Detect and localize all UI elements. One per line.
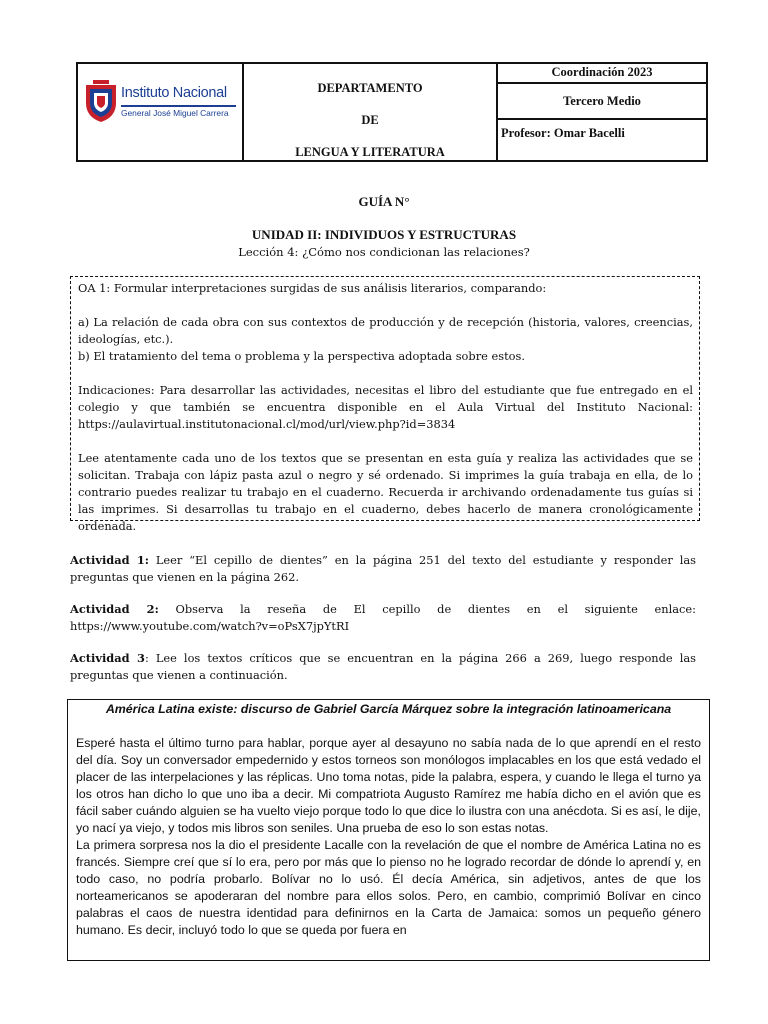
- indications-text: Indicaciones: Para desarrollar las actividades, necesitas el libro del estudiante que fue entregado en el colegio y que también se encuentra disponible en el Aula Virtual del Instituto Nacional: https://aulavirtual.institutonacional.cl/mod/url/view.php?id=3834: [78, 383, 693, 431]
- objective-oa1: OA 1: Formular interpretaciones surgidas de sus análisis literarios, comparando:: [78, 281, 547, 295]
- activity-2-label: Actividad 2:: [70, 602, 159, 616]
- essay-paragraph-2: La primera sorpresa nos la dio el presidente Lacalle con la revelación de que el nombre de América Latina no es francés. Siempre creí que sí lo era, pero por más que lo pienso no he logrado recordar de dónde lo aprendí y, en todo caso, no podría probarlo. Bolívar no lo usó. Él decía América, sin adjetivos, antes de que los norteamericanos se apoderaran del nombre para ellos solos. Pero, en cambio, comprimió Bolívar en cinco palabras el caos de nuestra identidad para definirnos en la Carta de Jamaica: somos un pequeño género humano. Es decir, incluyó todo lo que se queda por fuera en: [76, 838, 701, 937]
- activity-3-text: : Lee los textos críticos que se encuentran en la página 266 a 269, luego responde las preguntas que vienen a continuación.: [70, 651, 696, 682]
- logo-cell: [78, 64, 244, 160]
- department-cell: [244, 64, 498, 160]
- activity-3: [70, 650, 696, 684]
- activity-3-label: Actividad 3: [70, 651, 145, 665]
- header-table: [76, 62, 708, 162]
- logo-divider: [121, 105, 236, 107]
- objective-b: b) El tratamiento del tema o problema y la perspectiva adoptada sobre estos.: [78, 349, 525, 363]
- activity-2-text: Observa la reseña de El cepillo de dientes en el siguiente enlace: https://www.youtube.com/watch?v=oPsX7jpYtRI: [70, 602, 697, 633]
- essay-box: [67, 699, 710, 961]
- lesson-title: Lección 4: ¿Cómo nos condicionan las relaciones?: [238, 245, 530, 259]
- logo-name: Instituto Nacional: [121, 85, 227, 101]
- activity-1-label: Actividad 1:: [70, 553, 149, 567]
- institute-shield-icon: [83, 79, 119, 123]
- essay-title: América Latina existe: discurso de Gabriel García Márquez sobre la integración latinoamericana: [105, 702, 672, 716]
- unit-title: UNIDAD II: INDIVIDUOS Y ESTRUCTURAS: [251, 227, 517, 242]
- objectives-box: [70, 276, 700, 533]
- activity-1: [70, 552, 696, 586]
- grade-level: Tercero Medio: [498, 84, 706, 120]
- info-cell: [498, 64, 706, 160]
- dept-line-2: DE: [361, 113, 379, 127]
- dept-line-1: DEPARTAMENTO: [317, 81, 423, 95]
- instructions-text: Lee atentamente cada uno de los textos que se presentan en esta guía y realiza las actividades que se solicitan. Trabaja con lápiz pasta azul o negro y sé ordenado. Si imprimes la guía trabaja en ella, de lo contrario puedes realizar tu trabajo en el cuaderno. Recuerda ir archivando ordenadamente tus guías si las imprimes. Si desarrollas tu trabajo en el cuaderno, debes hacerlo de manera cronológicamente ordenada.: [78, 451, 693, 533]
- dept-line-3: LENGUA Y LITERATURA: [295, 145, 445, 159]
- teacher-name: Profesor: Omar Bacelli: [501, 126, 625, 140]
- coordination-year: Coordinación 2023: [498, 64, 706, 84]
- activity-2: [70, 601, 696, 635]
- objective-a: a) La relación de cada obra con sus contextos de producción y de recepción (historia, valores, creencias, ideologías, etc.).: [78, 315, 693, 346]
- guide-number: GUÍA N°: [358, 194, 410, 209]
- essay-paragraph-1: Esperé hasta el último turno para hablar, porque ayer al desayuno no sabía nada de lo que aprendí en el resto del día. Soy un conversador empedernido y estos torneos son monólogos implacables en los que está vedado el placer de las interpelaciones y las réplicas. Uno toma notas, pide la palabra, espera, y cuando le llega el turno ya los otros han dicho lo que uno iba a decir. Mi compatriota Augusto Ramírez me había dicho en el avión que es fácil saber cuándo alguien se ha vuelto viejo porque todo lo que dice lo ilustra con una anécdota. Si es así, le dije, yo nací ya viejo, y todos mis libros son seniles. Una prueba de eso lo son estas notas.: [76, 736, 701, 835]
- logo-subtitle: General José Miguel Carrera: [121, 108, 229, 118]
- activity-1-text: Leer “El cepillo de dientes” en la página 251 del texto del estudiante y responder las preguntas que vienen en la página 262.: [70, 553, 696, 584]
